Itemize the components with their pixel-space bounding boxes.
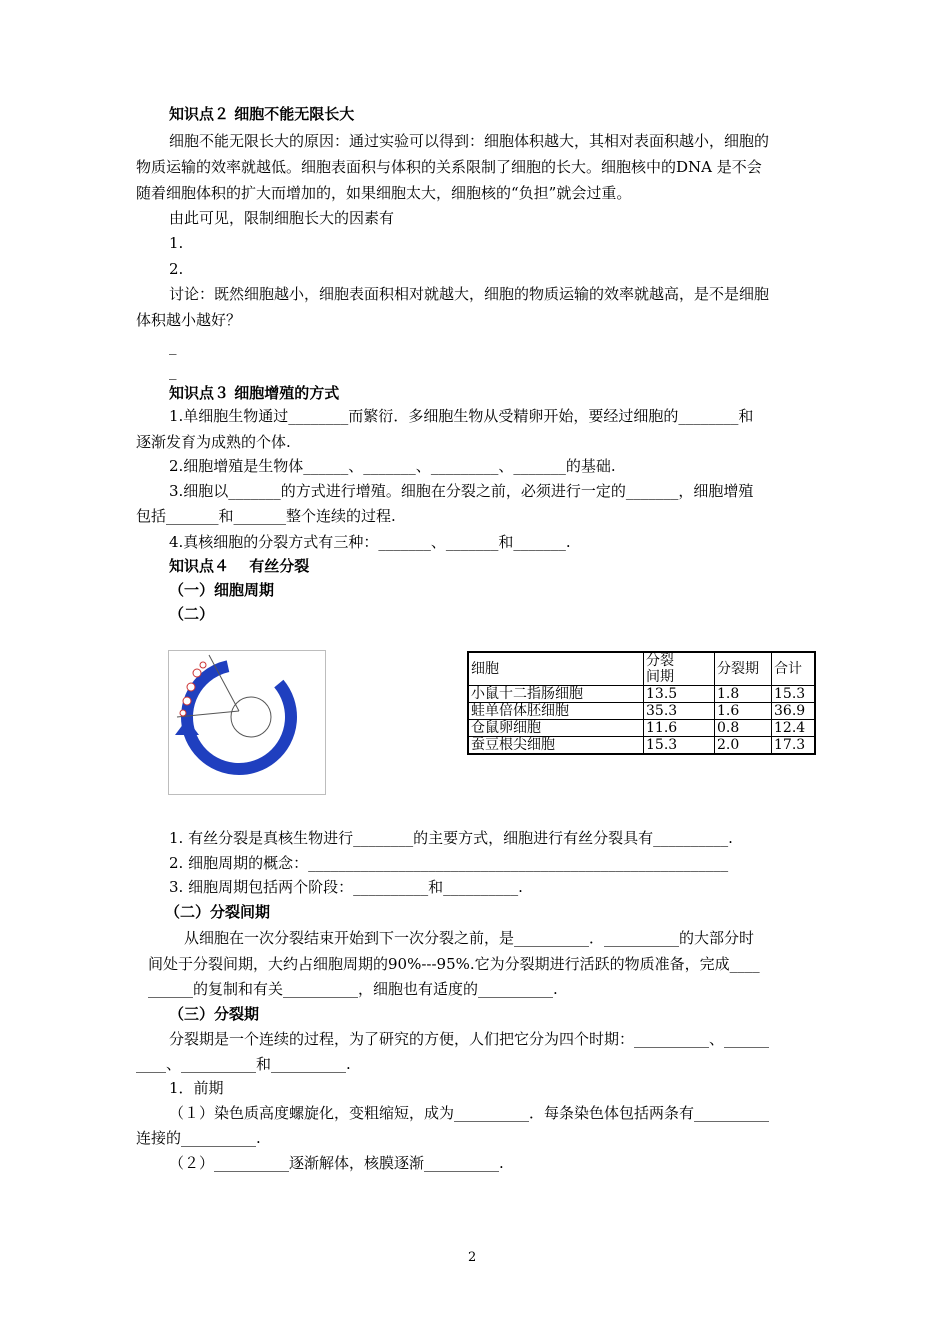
para-line: 1. 有丝分裂是真核生物进行________的主要方式，细胞进行有丝分裂具有__________. [169, 829, 733, 847]
para-line: 1．前期 [169, 1079, 224, 1097]
para-line: 连接的__________. [136, 1129, 261, 1147]
cell-cycle-diagram [169, 651, 325, 794]
table-row [468, 686, 815, 703]
cell-cycle-figure [168, 650, 326, 795]
list-item: 1. [169, 234, 184, 252]
table-cell: 1.8 [715, 686, 772, 703]
para-line: 从细胞在一次分裂结束开始到下一次分裂之前，是__________．__________的大部分时 [184, 929, 755, 947]
table-header: 分裂 间期 [644, 652, 715, 686]
table-row [468, 720, 815, 737]
table-cell: 17.3 [772, 737, 816, 755]
table-cell: 蚕豆根尖细胞 [468, 737, 644, 755]
table-cell: 15.3 [644, 737, 715, 755]
cycle-arrow-ring [169, 651, 312, 790]
para-line: 2.细胞增殖是生物体______、_______、_________、_______的基础. [169, 457, 616, 475]
para-line: 随着细胞体积的扩大而增加的，如果细胞太大，细胞核的“负担”就会过重。 [136, 184, 632, 202]
subheading: （二） [169, 605, 215, 623]
para-line: 细胞不能无限长大的原因：通过实验可以得到：细胞体积越大，其相对表面积越小，细胞的 [169, 132, 770, 150]
para-line: 1.单细胞生物通过________而繁衍．多细胞生物从受精卵开始，要经过细胞的________和 [169, 407, 754, 425]
table-cell: 仓鼠卵细胞 [468, 720, 644, 737]
table-cell: 11.6 [644, 720, 715, 737]
subheading: （三）分裂期 [169, 1005, 260, 1023]
table-header: 分裂期 [715, 652, 772, 686]
table-header-row [468, 652, 815, 686]
para-line: 4.真核细胞的分裂方式有三种：_______、_______和_______. [169, 533, 571, 551]
table-cell: 15.3 [772, 686, 816, 703]
para-line: 间处于分裂间期，大约占细胞周期的90%---95%.它为分裂期进行活跃的物质准备，完成____ [148, 955, 760, 973]
subheading: （一）细胞周期 [169, 581, 275, 599]
para-line: （１）染色质高度螺旋化，变粗缩短，成为__________．每条染色体包括两条有__________ [169, 1104, 770, 1122]
blank-line: _ [169, 362, 177, 380]
arrow-head [175, 719, 199, 735]
cell-icon [180, 710, 186, 716]
page-number: 2 [468, 1250, 477, 1265]
para-line: 2. 细胞周期的概念：________________________________________________________ [169, 854, 729, 872]
inner-circle [231, 697, 271, 737]
table-row [468, 737, 815, 755]
table-cell: 小鼠十二指肠细胞 [468, 686, 644, 703]
blank-line: _ [169, 337, 177, 355]
table-row [468, 703, 815, 720]
table-cell: 36.9 [772, 703, 816, 720]
para-line: ____、__________和__________. [136, 1055, 351, 1073]
para-line: 体积越小越好？ [136, 311, 242, 329]
para-line: ______的复制和有关__________，细胞也有适度的__________. [148, 980, 558, 998]
cell-icon [200, 662, 206, 668]
para-line: 3.细胞以_______的方式进行增殖。细胞在分裂之前，必须进行一定的_______，细胞增殖 [169, 482, 754, 500]
para-line: 物质运输的效率就越低。细胞表面积与体积的关系限制了细胞的长大。细胞核中的DNA 是不会 [136, 158, 762, 176]
table-header: 合计 [772, 652, 816, 686]
para-line: 逐渐发育为成熟的个体. [136, 433, 291, 451]
heading-3: 知识点３ 细胞增殖的方式 [169, 384, 340, 402]
para-line: 讨论：既然细胞越小，细胞表面积相对就越大，细胞的物质运输的效率就越高，是不是细胞 [169, 285, 770, 303]
table-cell: 13.5 [644, 686, 715, 703]
table-cell: 35.3 [644, 703, 715, 720]
subheading: （二）分裂间期 [165, 903, 271, 921]
table-cell: 12.4 [772, 720, 816, 737]
table-cell: 2.0 [715, 737, 772, 755]
cell-icon [187, 683, 195, 691]
heading-4: 知识点４ 有丝分裂 [169, 557, 310, 575]
table-cell: 1.6 [715, 703, 772, 720]
para-line: 3. 细胞周期包括两个阶段：__________和__________. [169, 878, 523, 896]
para-line: 由此可见，限制细胞长大的因素有 [169, 209, 395, 227]
data-table [467, 651, 816, 755]
list-item: 2. [169, 260, 184, 278]
para-line: 包括_______和_______整个连续的过程. [136, 507, 396, 525]
table-header: 细胞 [468, 652, 644, 686]
cell-icon [183, 697, 191, 705]
table-cell: 蛙单倍体胚细胞 [468, 703, 644, 720]
table-cell: 0.8 [715, 720, 772, 737]
para-line: （２）__________逐渐解体，核膜逐渐__________. [169, 1154, 504, 1172]
cell-icon [193, 669, 201, 677]
para-line: 分裂期是一个连续的过程，为了研究的方便，人们把它分为四个时期：__________、______ [169, 1030, 770, 1048]
heading-2: 知识点２ 细胞不能无限长大 [169, 105, 355, 123]
